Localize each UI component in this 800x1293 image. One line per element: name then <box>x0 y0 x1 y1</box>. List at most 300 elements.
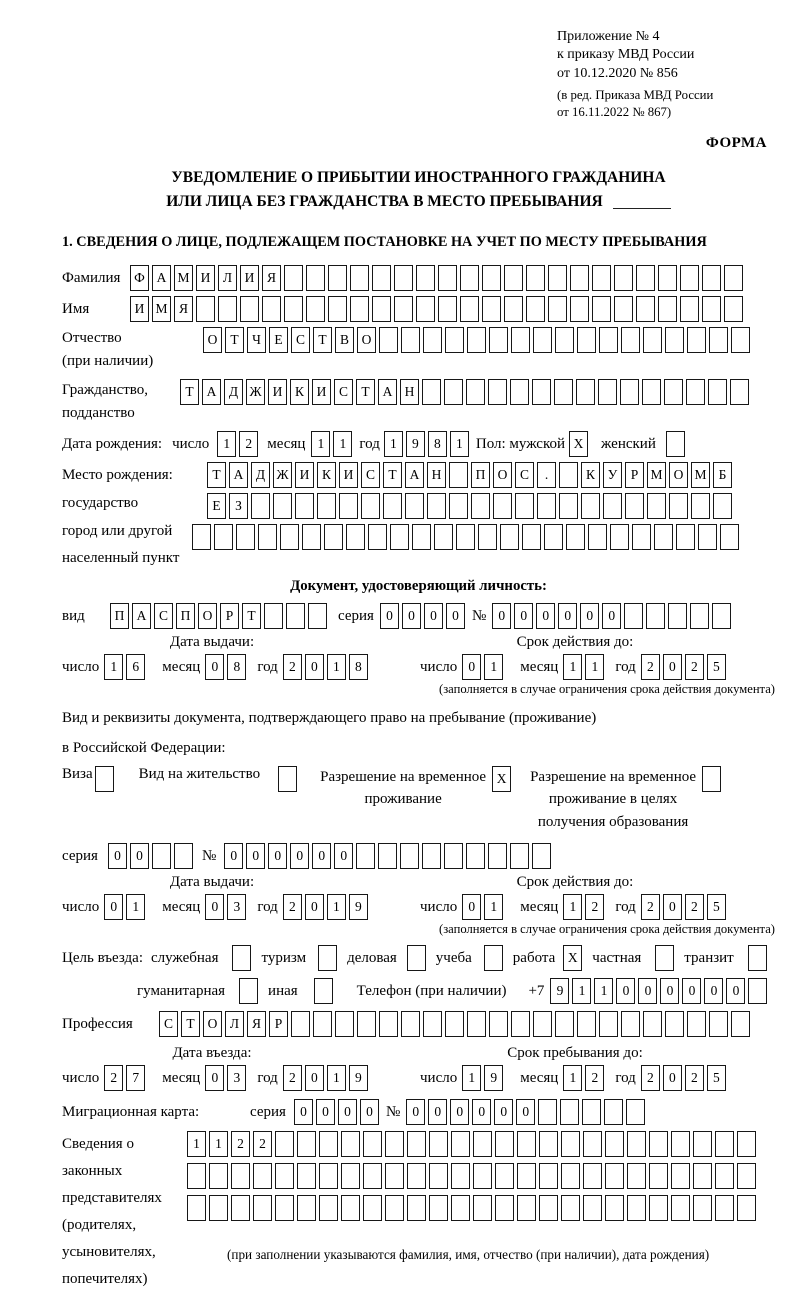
char-cell[interactable] <box>284 296 303 322</box>
char-cell[interactable] <box>363 1195 382 1221</box>
char-cell[interactable]: 3 <box>227 894 246 920</box>
char-cell[interactable] <box>658 296 677 322</box>
char-cell[interactable]: 2 <box>104 1065 123 1091</box>
char-cell[interactable] <box>423 327 442 353</box>
char-cell[interactable]: 0 <box>104 894 123 920</box>
char-cell[interactable] <box>341 1131 360 1157</box>
char-cell[interactable] <box>335 1011 354 1037</box>
char-cell[interactable] <box>693 1163 712 1189</box>
char-cell[interactable]: 2 <box>585 1065 604 1091</box>
char-cell[interactable]: 2 <box>239 431 258 457</box>
char-cell[interactable]: 0 <box>472 1099 491 1125</box>
char-cell[interactable]: Н <box>400 379 419 405</box>
char-cell[interactable]: 0 <box>424 603 443 629</box>
char-cell[interactable]: 0 <box>205 654 224 680</box>
char-cell[interactable] <box>526 296 545 322</box>
char-cell[interactable] <box>317 493 336 519</box>
char-cell[interactable] <box>372 296 391 322</box>
char-cell[interactable]: 0 <box>205 1065 224 1091</box>
char-cell[interactable]: Н <box>427 462 446 488</box>
char-cell[interactable] <box>444 379 463 405</box>
char-cell[interactable] <box>737 1195 756 1221</box>
char-cell[interactable]: 1 <box>327 1065 346 1091</box>
char-cell[interactable]: 1 <box>563 894 582 920</box>
char-cell[interactable] <box>599 327 618 353</box>
char-cell[interactable]: П <box>471 462 490 488</box>
char-cell[interactable]: 0 <box>130 843 149 869</box>
char-cell[interactable] <box>456 524 475 550</box>
char-cell[interactable]: . <box>537 462 556 488</box>
char-cell[interactable] <box>510 843 529 869</box>
char-cell[interactable] <box>559 493 578 519</box>
char-cell[interactable] <box>488 843 507 869</box>
char-cell[interactable] <box>686 379 705 405</box>
char-cell[interactable] <box>383 493 402 519</box>
char-cell[interactable]: А <box>152 265 171 291</box>
char-cell[interactable] <box>318 945 337 971</box>
char-cell[interactable] <box>560 1099 579 1125</box>
char-cell[interactable] <box>306 296 325 322</box>
char-cell[interactable] <box>526 265 545 291</box>
char-cell[interactable]: А <box>229 462 248 488</box>
char-cell[interactable]: Я <box>262 265 281 291</box>
char-cell[interactable]: С <box>291 327 310 353</box>
char-cell[interactable]: 0 <box>428 1099 447 1125</box>
char-cell[interactable] <box>239 978 258 1004</box>
char-cell[interactable] <box>385 1131 404 1157</box>
char-cell[interactable] <box>275 1195 294 1221</box>
char-cell[interactable] <box>504 265 523 291</box>
char-cell[interactable] <box>577 327 596 353</box>
char-cell[interactable]: 0 <box>492 603 511 629</box>
char-cell[interactable] <box>152 843 171 869</box>
char-cell[interactable]: У <box>603 462 622 488</box>
char-cell[interactable] <box>666 431 685 457</box>
char-cell[interactable] <box>434 524 453 550</box>
char-cell[interactable] <box>537 493 556 519</box>
char-cell[interactable] <box>328 296 347 322</box>
char-cell[interactable] <box>429 1163 448 1189</box>
char-cell[interactable]: 1 <box>450 431 469 457</box>
char-cell[interactable] <box>258 524 277 550</box>
char-cell[interactable] <box>724 265 743 291</box>
char-cell[interactable]: 0 <box>108 843 127 869</box>
char-cell[interactable] <box>561 1163 580 1189</box>
char-cell[interactable]: 1 <box>594 978 613 1004</box>
char-cell[interactable]: X <box>569 431 588 457</box>
char-cell[interactable]: 0 <box>514 603 533 629</box>
char-cell[interactable] <box>262 296 281 322</box>
char-cell[interactable] <box>676 524 695 550</box>
char-cell[interactable] <box>647 493 666 519</box>
char-cell[interactable]: 8 <box>349 654 368 680</box>
char-cell[interactable] <box>495 1131 514 1157</box>
char-cell[interactable] <box>429 1195 448 1221</box>
char-cell[interactable] <box>445 327 464 353</box>
char-cell[interactable] <box>275 1131 294 1157</box>
char-cell[interactable] <box>444 843 463 869</box>
char-cell[interactable]: Т <box>225 327 244 353</box>
char-cell[interactable]: И <box>268 379 287 405</box>
char-cell[interactable] <box>715 1131 734 1157</box>
char-cell[interactable]: 0 <box>558 603 577 629</box>
char-cell[interactable]: О <box>669 462 688 488</box>
char-cell[interactable] <box>324 524 343 550</box>
char-cell[interactable] <box>690 603 709 629</box>
char-cell[interactable] <box>350 265 369 291</box>
char-cell[interactable] <box>511 327 530 353</box>
char-cell[interactable]: А <box>378 379 397 405</box>
char-cell[interactable]: Ч <box>247 327 266 353</box>
char-cell[interactable]: Я <box>247 1011 266 1037</box>
char-cell[interactable] <box>466 843 485 869</box>
char-cell[interactable] <box>748 945 767 971</box>
char-cell[interactable] <box>423 1011 442 1037</box>
char-cell[interactable] <box>187 1163 206 1189</box>
char-cell[interactable] <box>308 603 327 629</box>
char-cell[interactable] <box>625 493 644 519</box>
char-cell[interactable]: 0 <box>312 843 331 869</box>
char-cell[interactable] <box>407 1195 426 1221</box>
char-cell[interactable]: О <box>493 462 512 488</box>
char-cell[interactable]: Т <box>313 327 332 353</box>
char-cell[interactable]: К <box>317 462 336 488</box>
char-cell[interactable]: 5 <box>707 1065 726 1091</box>
char-cell[interactable] <box>319 1195 338 1221</box>
char-cell[interactable]: 1 <box>563 1065 582 1091</box>
char-cell[interactable] <box>614 265 633 291</box>
char-cell[interactable] <box>346 524 365 550</box>
char-cell[interactable]: 0 <box>246 843 265 869</box>
char-cell[interactable] <box>627 1195 646 1221</box>
char-cell[interactable] <box>484 945 503 971</box>
char-cell[interactable] <box>385 1195 404 1221</box>
char-cell[interactable]: 0 <box>638 978 657 1004</box>
char-cell[interactable]: 0 <box>360 1099 379 1125</box>
char-cell[interactable] <box>350 296 369 322</box>
char-cell[interactable] <box>583 1131 602 1157</box>
char-cell[interactable] <box>449 493 468 519</box>
char-cell[interactable] <box>621 1011 640 1037</box>
char-cell[interactable]: 1 <box>126 894 145 920</box>
char-cell[interactable] <box>737 1131 756 1157</box>
char-cell[interactable]: 9 <box>406 431 425 457</box>
char-cell[interactable] <box>712 603 731 629</box>
char-cell[interactable] <box>394 296 413 322</box>
char-cell[interactable] <box>555 327 574 353</box>
char-cell[interactable] <box>482 265 501 291</box>
char-cell[interactable]: И <box>130 296 149 322</box>
char-cell[interactable]: 0 <box>462 894 481 920</box>
char-cell[interactable] <box>708 379 727 405</box>
char-cell[interactable]: О <box>357 327 376 353</box>
char-cell[interactable] <box>460 296 479 322</box>
char-cell[interactable]: 0 <box>726 978 745 1004</box>
char-cell[interactable] <box>539 1163 558 1189</box>
char-cell[interactable] <box>680 296 699 322</box>
char-cell[interactable]: Т <box>207 462 226 488</box>
char-cell[interactable]: 5 <box>707 894 726 920</box>
char-cell[interactable] <box>405 493 424 519</box>
char-cell[interactable] <box>231 1195 250 1221</box>
char-cell[interactable]: В <box>335 327 354 353</box>
char-cell[interactable] <box>427 493 446 519</box>
char-cell[interactable]: 0 <box>580 603 599 629</box>
char-cell[interactable]: Р <box>220 603 239 629</box>
char-cell[interactable] <box>356 843 375 869</box>
char-cell[interactable]: 2 <box>641 1065 660 1091</box>
char-cell[interactable] <box>709 327 728 353</box>
char-cell[interactable]: 1 <box>585 654 604 680</box>
char-cell[interactable]: X <box>563 945 582 971</box>
char-cell[interactable]: 0 <box>602 603 621 629</box>
char-cell[interactable] <box>605 1131 624 1157</box>
char-cell[interactable]: С <box>361 462 380 488</box>
char-cell[interactable]: 1 <box>217 431 236 457</box>
char-cell[interactable]: 0 <box>663 1065 682 1091</box>
char-cell[interactable] <box>522 524 541 550</box>
char-cell[interactable] <box>319 1163 338 1189</box>
char-cell[interactable] <box>297 1131 316 1157</box>
char-cell[interactable] <box>451 1131 470 1157</box>
char-cell[interactable] <box>533 1011 552 1037</box>
char-cell[interactable] <box>240 296 259 322</box>
char-cell[interactable] <box>416 265 435 291</box>
char-cell[interactable] <box>627 1131 646 1157</box>
char-cell[interactable]: 0 <box>663 894 682 920</box>
char-cell[interactable]: С <box>515 462 534 488</box>
char-cell[interactable]: 1 <box>384 431 403 457</box>
char-cell[interactable] <box>702 265 721 291</box>
char-cell[interactable] <box>407 1163 426 1189</box>
char-cell[interactable] <box>658 265 677 291</box>
char-cell[interactable] <box>412 524 431 550</box>
char-cell[interactable]: 0 <box>663 654 682 680</box>
char-cell[interactable] <box>372 265 391 291</box>
char-cell[interactable] <box>451 1163 470 1189</box>
char-cell[interactable] <box>702 766 721 792</box>
char-cell[interactable] <box>665 327 684 353</box>
char-cell[interactable] <box>713 493 732 519</box>
char-cell[interactable]: 0 <box>536 603 555 629</box>
char-cell[interactable]: Р <box>269 1011 288 1037</box>
char-cell[interactable] <box>231 1163 250 1189</box>
char-cell[interactable] <box>720 524 739 550</box>
char-cell[interactable] <box>495 1195 514 1221</box>
char-cell[interactable] <box>284 265 303 291</box>
char-cell[interactable]: 1 <box>311 431 330 457</box>
char-cell[interactable] <box>451 1195 470 1221</box>
char-cell[interactable] <box>385 1163 404 1189</box>
char-cell[interactable]: 1 <box>333 431 352 457</box>
char-cell[interactable] <box>576 379 595 405</box>
char-cell[interactable]: 3 <box>227 1065 246 1091</box>
char-cell[interactable] <box>669 493 688 519</box>
char-cell[interactable] <box>302 524 321 550</box>
char-cell[interactable] <box>313 1011 332 1037</box>
char-cell[interactable] <box>407 1131 426 1157</box>
char-cell[interactable]: 1 <box>462 1065 481 1091</box>
char-cell[interactable] <box>295 493 314 519</box>
char-cell[interactable]: Р <box>625 462 644 488</box>
char-cell[interactable] <box>654 524 673 550</box>
char-cell[interactable]: 5 <box>707 654 726 680</box>
char-cell[interactable]: 8 <box>227 654 246 680</box>
char-cell[interactable] <box>232 945 251 971</box>
char-cell[interactable] <box>264 603 283 629</box>
char-cell[interactable]: Л <box>218 265 237 291</box>
char-cell[interactable] <box>604 1099 623 1125</box>
char-cell[interactable] <box>196 296 215 322</box>
char-cell[interactable]: И <box>339 462 358 488</box>
char-cell[interactable]: 2 <box>641 654 660 680</box>
char-cell[interactable] <box>400 843 419 869</box>
char-cell[interactable]: 2 <box>253 1131 272 1157</box>
char-cell[interactable] <box>643 1011 662 1037</box>
char-cell[interactable] <box>588 524 607 550</box>
char-cell[interactable]: 1 <box>104 654 123 680</box>
char-cell[interactable] <box>570 265 589 291</box>
char-cell[interactable] <box>466 379 485 405</box>
char-cell[interactable] <box>511 1011 530 1037</box>
char-cell[interactable] <box>482 296 501 322</box>
char-cell[interactable]: 9 <box>349 894 368 920</box>
char-cell[interactable]: 2 <box>585 894 604 920</box>
char-cell[interactable]: 0 <box>338 1099 357 1125</box>
char-cell[interactable] <box>510 379 529 405</box>
char-cell[interactable]: 1 <box>327 654 346 680</box>
char-cell[interactable]: 0 <box>450 1099 469 1125</box>
char-cell[interactable] <box>401 327 420 353</box>
char-cell[interactable]: 0 <box>494 1099 513 1125</box>
char-cell[interactable]: 0 <box>406 1099 425 1125</box>
char-cell[interactable] <box>489 1011 508 1037</box>
char-cell[interactable] <box>642 379 661 405</box>
char-cell[interactable] <box>702 296 721 322</box>
char-cell[interactable] <box>500 524 519 550</box>
char-cell[interactable] <box>632 524 651 550</box>
char-cell[interactable] <box>731 327 750 353</box>
char-cell[interactable] <box>280 524 299 550</box>
char-cell[interactable]: И <box>196 265 215 291</box>
char-cell[interactable]: 2 <box>685 654 704 680</box>
char-cell[interactable] <box>581 493 600 519</box>
char-cell[interactable] <box>363 1163 382 1189</box>
char-cell[interactable]: 1 <box>563 654 582 680</box>
char-cell[interactable]: 1 <box>327 894 346 920</box>
char-cell[interactable] <box>361 493 380 519</box>
char-cell[interactable] <box>626 1099 645 1125</box>
char-cell[interactable]: 0 <box>205 894 224 920</box>
char-cell[interactable]: 1 <box>187 1131 206 1157</box>
char-cell[interactable] <box>209 1195 228 1221</box>
char-cell[interactable]: 1 <box>484 894 503 920</box>
char-cell[interactable] <box>687 327 706 353</box>
char-cell[interactable] <box>401 1011 420 1037</box>
char-cell[interactable]: 0 <box>516 1099 535 1125</box>
char-cell[interactable] <box>489 327 508 353</box>
char-cell[interactable] <box>368 524 387 550</box>
char-cell[interactable]: О <box>198 603 217 629</box>
char-cell[interactable] <box>341 1195 360 1221</box>
char-cell[interactable] <box>636 296 655 322</box>
char-cell[interactable]: 0 <box>334 843 353 869</box>
char-cell[interactable]: 0 <box>305 654 324 680</box>
char-cell[interactable] <box>379 1011 398 1037</box>
char-cell[interactable] <box>478 524 497 550</box>
char-cell[interactable] <box>297 1195 316 1221</box>
char-cell[interactable] <box>532 843 551 869</box>
char-cell[interactable]: А <box>202 379 221 405</box>
char-cell[interactable] <box>687 1011 706 1037</box>
char-cell[interactable] <box>95 766 114 792</box>
char-cell[interactable]: С <box>159 1011 178 1037</box>
char-cell[interactable] <box>655 945 674 971</box>
char-cell[interactable] <box>561 1131 580 1157</box>
char-cell[interactable]: 2 <box>685 1065 704 1091</box>
char-cell[interactable] <box>649 1163 668 1189</box>
char-cell[interactable] <box>671 1163 690 1189</box>
char-cell[interactable] <box>488 379 507 405</box>
char-cell[interactable]: 7 <box>126 1065 145 1091</box>
char-cell[interactable]: 1 <box>572 978 591 1004</box>
char-cell[interactable] <box>730 379 749 405</box>
char-cell[interactable] <box>548 296 567 322</box>
char-cell[interactable] <box>624 603 643 629</box>
char-cell[interactable] <box>680 265 699 291</box>
char-cell[interactable] <box>577 1011 596 1037</box>
char-cell[interactable] <box>174 843 193 869</box>
char-cell[interactable]: Е <box>207 493 226 519</box>
char-cell[interactable] <box>449 462 468 488</box>
char-cell[interactable]: О <box>203 1011 222 1037</box>
char-cell[interactable] <box>715 1163 734 1189</box>
char-cell[interactable] <box>566 524 585 550</box>
char-cell[interactable]: 0 <box>305 1065 324 1091</box>
char-cell[interactable]: О <box>203 327 222 353</box>
char-cell[interactable]: И <box>295 462 314 488</box>
char-cell[interactable] <box>621 327 640 353</box>
char-cell[interactable]: Я <box>174 296 193 322</box>
char-cell[interactable] <box>273 493 292 519</box>
char-cell[interactable]: М <box>647 462 666 488</box>
char-cell[interactable] <box>664 379 683 405</box>
char-cell[interactable]: Б <box>713 462 732 488</box>
char-cell[interactable]: 0 <box>268 843 287 869</box>
char-cell[interactable] <box>438 265 457 291</box>
char-cell[interactable]: 0 <box>446 603 465 629</box>
char-cell[interactable]: Е <box>269 327 288 353</box>
char-cell[interactable] <box>407 945 426 971</box>
char-cell[interactable]: Ф <box>130 265 149 291</box>
char-cell[interactable] <box>218 296 237 322</box>
char-cell[interactable] <box>643 327 662 353</box>
char-cell[interactable] <box>460 265 479 291</box>
char-cell[interactable] <box>592 265 611 291</box>
char-cell[interactable] <box>691 493 710 519</box>
char-cell[interactable]: Т <box>181 1011 200 1037</box>
char-cell[interactable]: 0 <box>224 843 243 869</box>
char-cell[interactable] <box>555 1011 574 1037</box>
char-cell[interactable] <box>646 603 665 629</box>
char-cell[interactable]: 0 <box>402 603 421 629</box>
char-cell[interactable]: 0 <box>294 1099 313 1125</box>
char-cell[interactable]: Т <box>356 379 375 405</box>
char-cell[interactable] <box>515 493 534 519</box>
char-cell[interactable] <box>363 1131 382 1157</box>
char-cell[interactable] <box>724 296 743 322</box>
char-cell[interactable] <box>554 379 573 405</box>
